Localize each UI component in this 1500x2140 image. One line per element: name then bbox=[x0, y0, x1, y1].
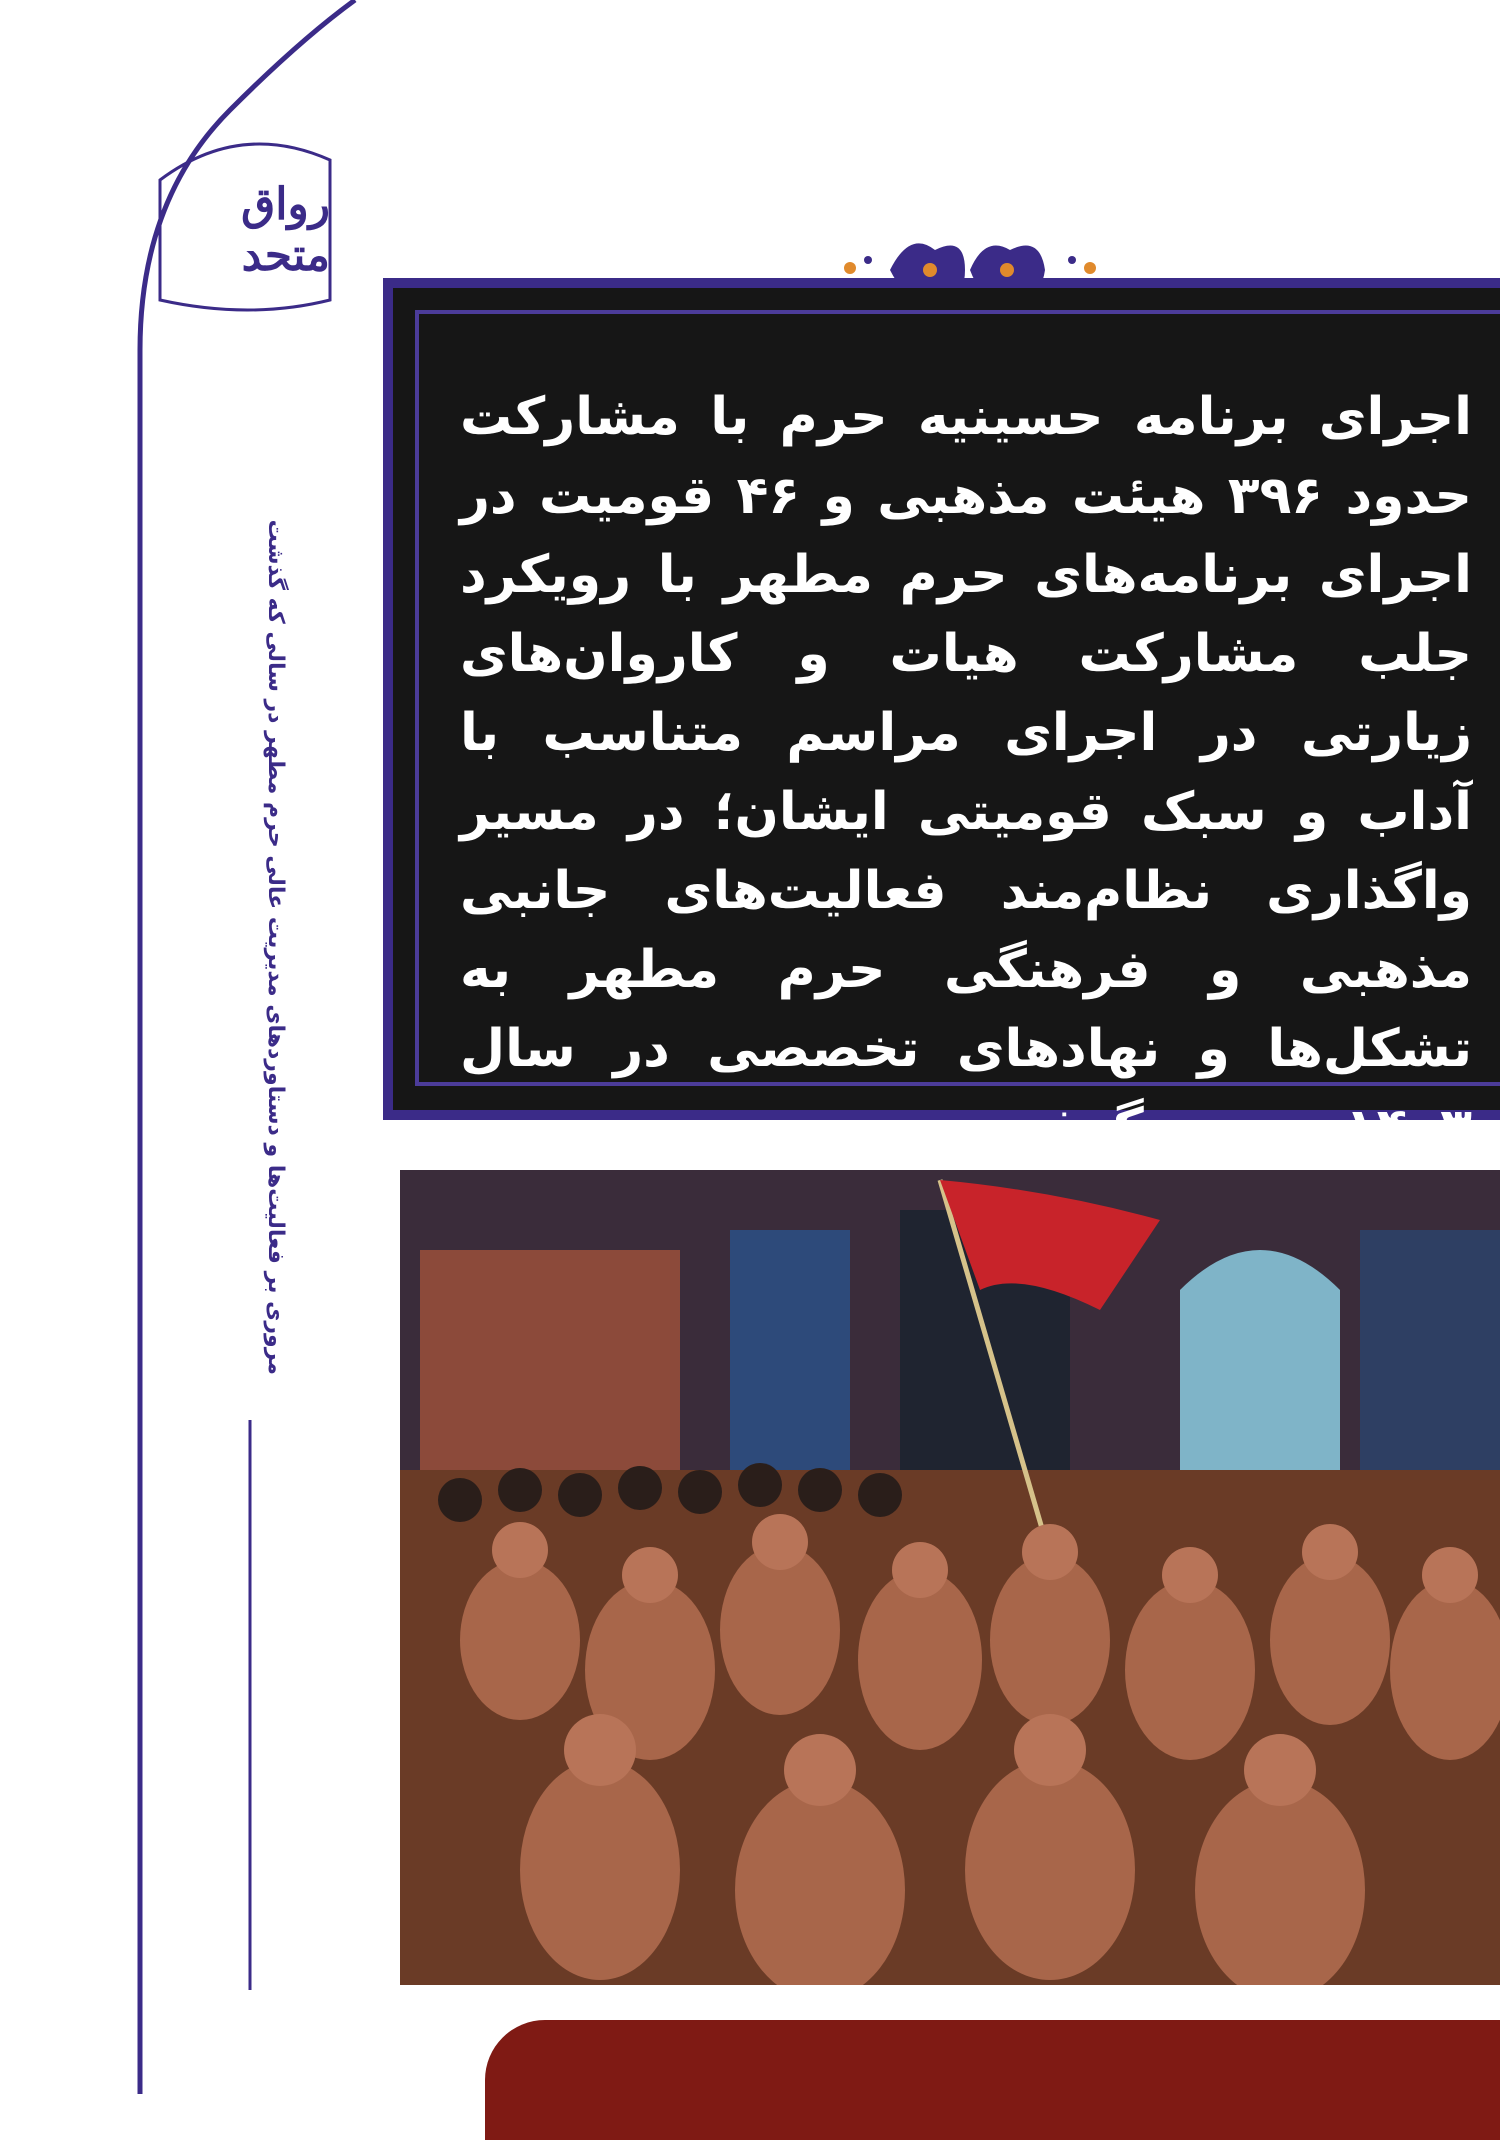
section-band bbox=[485, 2020, 1500, 2140]
ceremony-photo bbox=[400, 1170, 1500, 1985]
calligraphy-logo bbox=[150, 150, 330, 310]
article-body: اجرای برنامه حسینیه حرم با مشارکت حدود ۳۹۶ هیئت مذهبی و ۴۶ قومیت در اجرای برنامه‌های حرم مطهر با رویکرد جلب مشارکت هیات و کاروان‌های زیارتی در اجرای مراسم متناسب با آداب و سبک قومیتی ایشان؛ در مسیر واگذاری نظام‌مند فعالیت‌های جانبی مذهبی و فرهنگی حرم مطهر به تشکل‌ها و نهادهای تخصصی در سال ۱۴۰۳ صورت گرفت. bbox=[460, 387, 1472, 1158]
logo-text: رواق متحد bbox=[241, 179, 330, 281]
sidebar-caption: مروری بر فعالیت‌ها و دستاوردهای مدیریت عالی حرم مطهر در سالی که گذشت bbox=[263, 519, 288, 1375]
page-frame-ornament bbox=[0, 0, 400, 2094]
